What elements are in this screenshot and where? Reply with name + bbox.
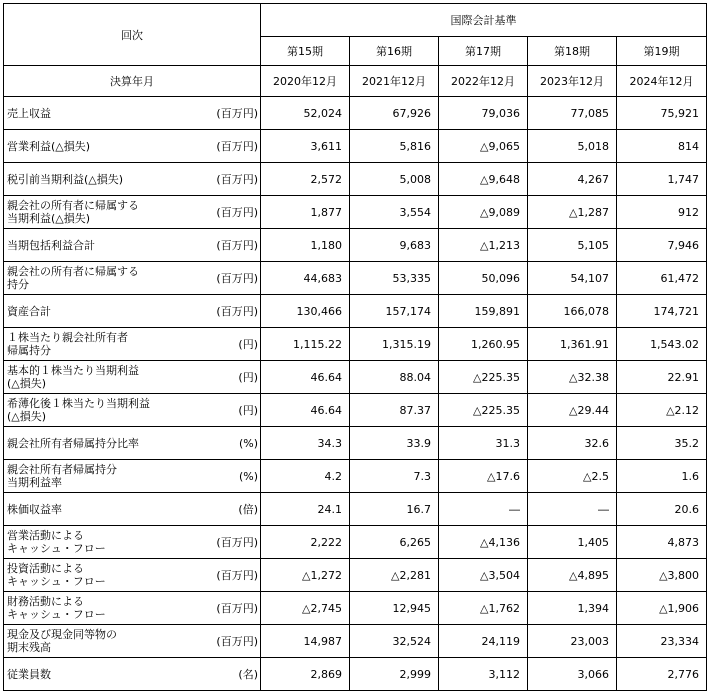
row-label: 親会社の所有者に帰属する 当期利益(△損失) xyxy=(7,199,139,225)
value-cell: 5,816 xyxy=(350,130,439,163)
row-label-cell xyxy=(4,526,194,559)
row-label-cell xyxy=(4,427,194,460)
value-cell: 159,891 xyxy=(439,295,528,328)
value-cell: 2,869 xyxy=(261,658,350,691)
value-cell: △1,906 xyxy=(617,592,707,625)
value-cell: 1.6 xyxy=(617,460,707,493)
table-row xyxy=(4,592,707,625)
value-cell: △1,213 xyxy=(439,229,528,262)
row-unit: (%) xyxy=(194,427,261,460)
value-cell: 814 xyxy=(617,130,707,163)
value-cell: 6,265 xyxy=(350,526,439,559)
row-label: 現金及び現金同等物の 期末残高 xyxy=(7,628,117,654)
value-cell: △9,089 xyxy=(439,196,528,229)
value-cell: 35.2 xyxy=(617,427,707,460)
row-label-cell xyxy=(4,295,194,328)
value-cell: △1,762 xyxy=(439,592,528,625)
fiscal-date: 2024年12月 xyxy=(617,66,707,97)
value-cell: 79,036 xyxy=(439,97,528,130)
table-row xyxy=(4,328,707,361)
row-label: 投資活動による キャッシュ・フロー xyxy=(7,562,106,588)
value-cell: 20.6 xyxy=(617,493,707,526)
row-label: 営業利益(△損失) xyxy=(7,139,91,153)
value-cell: 2,999 xyxy=(350,658,439,691)
value-cell: 77,085 xyxy=(528,97,617,130)
value-cell: △4,136 xyxy=(439,526,528,559)
value-cell: 1,877 xyxy=(261,196,350,229)
value-cell: △2.12 xyxy=(617,394,707,427)
row-label-cell xyxy=(4,229,194,262)
value-cell: 1,405 xyxy=(528,526,617,559)
value-cell: △9,065 xyxy=(439,130,528,163)
row-unit: (百万円) xyxy=(194,229,261,262)
fiscal-date: 2021年12月 xyxy=(350,66,439,97)
period-header: 第17期 xyxy=(439,37,528,66)
value-cell: 3,066 xyxy=(528,658,617,691)
value-cell: 88.04 xyxy=(350,361,439,394)
row-label: 売上収益 xyxy=(7,106,51,120)
row-unit: (円) xyxy=(194,328,261,361)
table-row xyxy=(4,97,707,130)
table-row xyxy=(4,262,707,295)
value-cell: 24,119 xyxy=(439,625,528,658)
value-cell: 1,115.22 xyxy=(261,328,350,361)
table-row xyxy=(4,493,707,526)
row-label-cell xyxy=(4,559,194,592)
value-cell: ― xyxy=(528,493,617,526)
fiscal-date: 2023年12月 xyxy=(528,66,617,97)
value-cell: 4,267 xyxy=(528,163,617,196)
table-row xyxy=(4,526,707,559)
value-cell: 3,611 xyxy=(261,130,350,163)
value-cell: 44,683 xyxy=(261,262,350,295)
row-unit: (%) xyxy=(194,460,261,493)
fiscal-date: 2022年12月 xyxy=(439,66,528,97)
row-label: 親会社所有者帰属持分比率 xyxy=(7,436,139,450)
row-label-cell xyxy=(4,625,194,658)
table-row xyxy=(4,460,707,493)
value-cell: 9,683 xyxy=(350,229,439,262)
table-row xyxy=(4,295,707,328)
value-cell: 1,361.91 xyxy=(528,328,617,361)
row-unit: (百万円) xyxy=(194,625,261,658)
value-cell: 24.1 xyxy=(261,493,350,526)
value-cell: 33.9 xyxy=(350,427,439,460)
value-cell: 7,946 xyxy=(617,229,707,262)
value-cell: 3,112 xyxy=(439,658,528,691)
row-unit: (百万円) xyxy=(194,295,261,328)
value-cell: 12,945 xyxy=(350,592,439,625)
value-cell: 61,472 xyxy=(617,262,707,295)
row-unit: (百万円) xyxy=(194,97,261,130)
value-cell: △225.35 xyxy=(439,394,528,427)
table-row xyxy=(4,394,707,427)
table-body xyxy=(4,97,707,691)
row-unit: (円) xyxy=(194,394,261,427)
row-label-cell xyxy=(4,262,194,295)
value-cell: 67,926 xyxy=(350,97,439,130)
row-unit: (名) xyxy=(194,658,261,691)
row-label-cell xyxy=(4,592,194,625)
value-cell: 46.64 xyxy=(261,361,350,394)
value-cell: 54,107 xyxy=(528,262,617,295)
financial-summary-table xyxy=(3,3,707,691)
value-cell: △3,504 xyxy=(439,559,528,592)
value-cell: 1,315.19 xyxy=(350,328,439,361)
period-header: 第19期 xyxy=(617,37,707,66)
value-cell: 34.3 xyxy=(261,427,350,460)
table-row xyxy=(4,625,707,658)
row-label: 株価収益率 xyxy=(7,502,62,516)
value-cell: △3,800 xyxy=(617,559,707,592)
row-label-cell xyxy=(4,163,194,196)
value-cell: 16.7 xyxy=(350,493,439,526)
row-label: 基本的１株当たり当期利益 (△損失) xyxy=(7,364,139,390)
row-label-cell xyxy=(4,196,194,229)
period-header: 第18期 xyxy=(528,37,617,66)
value-cell: △1,287 xyxy=(528,196,617,229)
row-unit: (百万円) xyxy=(194,196,261,229)
row-label-cell xyxy=(4,394,194,427)
table-row xyxy=(4,196,707,229)
value-cell: 1,747 xyxy=(617,163,707,196)
value-cell: 1,180 xyxy=(261,229,350,262)
value-cell: 5,018 xyxy=(528,130,617,163)
table-row xyxy=(4,130,707,163)
value-cell: 53,335 xyxy=(350,262,439,295)
table-row xyxy=(4,361,707,394)
fiscal-date-header: 決算年月 xyxy=(4,66,261,97)
row-label: 税引前当期利益(△損失) xyxy=(7,172,124,186)
value-cell: 1,394 xyxy=(528,592,617,625)
value-cell: 166,078 xyxy=(528,295,617,328)
value-cell: △4,895 xyxy=(528,559,617,592)
value-cell: 157,174 xyxy=(350,295,439,328)
value-cell: 52,024 xyxy=(261,97,350,130)
value-cell: 31.3 xyxy=(439,427,528,460)
row-label: １株当たり親会社所有者 帰属持分 xyxy=(7,331,128,357)
value-cell: 3,554 xyxy=(350,196,439,229)
row-unit: (百万円) xyxy=(194,262,261,295)
value-cell: △2,281 xyxy=(350,559,439,592)
value-cell: △29.44 xyxy=(528,394,617,427)
value-cell: △1,272 xyxy=(261,559,350,592)
value-cell: 23,003 xyxy=(528,625,617,658)
table-row xyxy=(4,163,707,196)
table-row xyxy=(4,427,707,460)
value-cell: △2.5 xyxy=(528,460,617,493)
value-cell: 2,572 xyxy=(261,163,350,196)
row-label: 親会社所有者帰属持分 当期利益率 xyxy=(7,463,117,489)
kaiji-header: 回次 xyxy=(4,4,261,66)
value-cell: 14,987 xyxy=(261,625,350,658)
value-cell: 4.2 xyxy=(261,460,350,493)
value-cell: 75,921 xyxy=(617,97,707,130)
value-cell: ― xyxy=(439,493,528,526)
value-cell: 23,334 xyxy=(617,625,707,658)
row-label-cell xyxy=(4,361,194,394)
row-label: 当期包括利益合計 xyxy=(7,238,95,252)
value-cell: △2,745 xyxy=(261,592,350,625)
value-cell: 5,008 xyxy=(350,163,439,196)
value-cell: △32.38 xyxy=(528,361,617,394)
value-cell: 22.91 xyxy=(617,361,707,394)
row-label-cell xyxy=(4,130,194,163)
value-cell: 2,222 xyxy=(261,526,350,559)
row-label-cell xyxy=(4,97,194,130)
value-cell: 5,105 xyxy=(528,229,617,262)
row-unit: (倍) xyxy=(194,493,261,526)
row-unit: (百万円) xyxy=(194,163,261,196)
table-row xyxy=(4,559,707,592)
value-cell: 50,096 xyxy=(439,262,528,295)
period-header: 第15期 xyxy=(261,37,350,66)
value-cell: △17.6 xyxy=(439,460,528,493)
fiscal-date: 2020年12月 xyxy=(261,66,350,97)
row-label-cell xyxy=(4,658,194,691)
row-label: 財務活動による キャッシュ・フロー xyxy=(7,595,106,621)
value-cell: 46.64 xyxy=(261,394,350,427)
row-label: 親会社の所有者に帰属する 持分 xyxy=(7,265,139,291)
value-cell: 912 xyxy=(617,196,707,229)
table-row xyxy=(4,658,707,691)
row-unit: (円) xyxy=(194,361,261,394)
value-cell: 7.3 xyxy=(350,460,439,493)
value-cell: 32,524 xyxy=(350,625,439,658)
value-cell: 174,721 xyxy=(617,295,707,328)
row-unit: (百万円) xyxy=(194,130,261,163)
value-cell: 87.37 xyxy=(350,394,439,427)
row-label: 資産合計 xyxy=(7,304,51,318)
row-unit: (百万円) xyxy=(194,592,261,625)
row-unit: (百万円) xyxy=(194,526,261,559)
value-cell: 32.6 xyxy=(528,427,617,460)
value-cell: △9,648 xyxy=(439,163,528,196)
value-cell: △225.35 xyxy=(439,361,528,394)
value-cell: 1,260.95 xyxy=(439,328,528,361)
row-label: 営業活動による キャッシュ・フロー xyxy=(7,529,106,555)
row-label: 希薄化後１株当たり当期利益 (△損失) xyxy=(7,397,150,423)
row-label-cell xyxy=(4,493,194,526)
period-header: 第16期 xyxy=(350,37,439,66)
value-cell: 4,873 xyxy=(617,526,707,559)
table-row xyxy=(4,229,707,262)
ifrs-standard-header: 国際会計基準 xyxy=(261,4,707,37)
row-unit: (百万円) xyxy=(194,559,261,592)
value-cell: 1,543.02 xyxy=(617,328,707,361)
value-cell: 130,466 xyxy=(261,295,350,328)
row-label: 従業員数 xyxy=(7,667,51,681)
row-label-cell xyxy=(4,328,194,361)
value-cell: 2,776 xyxy=(617,658,707,691)
row-label-cell xyxy=(4,460,194,493)
